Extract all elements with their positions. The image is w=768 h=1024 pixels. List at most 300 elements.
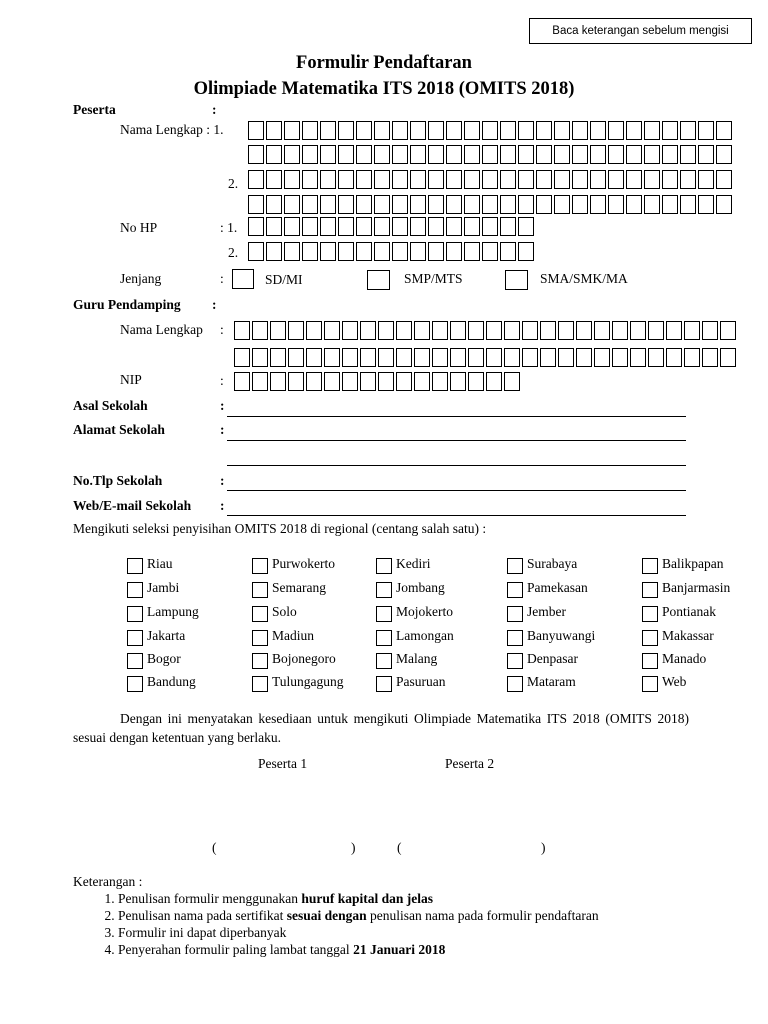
char-cell[interactable] xyxy=(338,121,354,140)
char-cell[interactable] xyxy=(626,121,642,140)
char-cell[interactable] xyxy=(554,170,570,189)
char-cell[interactable] xyxy=(432,372,448,391)
char-cell[interactable] xyxy=(446,242,462,261)
char-cell[interactable] xyxy=(626,195,642,214)
char-cell[interactable] xyxy=(464,217,480,236)
char-cell[interactable] xyxy=(464,121,480,140)
char-cell[interactable] xyxy=(464,195,480,214)
char-cell[interactable] xyxy=(270,372,286,391)
char-cell[interactable] xyxy=(266,121,282,140)
peserta1-nama-row2[interactable] xyxy=(248,145,734,164)
char-cell[interactable] xyxy=(248,217,264,236)
region-label: Semarang xyxy=(272,580,326,595)
region-checkbox-jombang[interactable] xyxy=(376,582,392,598)
char-cell[interactable] xyxy=(284,170,300,189)
signature2-open-paren: ( xyxy=(397,840,402,855)
hp-num1: : 1. xyxy=(220,220,238,235)
jenjang-sma-checkbox[interactable] xyxy=(505,270,528,290)
region-checkbox-riau[interactable] xyxy=(127,558,143,574)
region-checkbox-bogor[interactable] xyxy=(127,653,143,669)
char-cell[interactable] xyxy=(698,195,714,214)
char-cell[interactable] xyxy=(392,217,408,236)
char-cell[interactable] xyxy=(450,348,466,367)
char-cell[interactable] xyxy=(680,195,696,214)
guru-nama-row2[interactable] xyxy=(234,348,738,367)
asal-colon: : xyxy=(220,398,225,413)
alamat-sekolah-line1[interactable] xyxy=(227,440,686,441)
char-cell[interactable] xyxy=(666,321,682,340)
region-checkbox-tulungagung[interactable] xyxy=(252,676,268,692)
char-cell[interactable] xyxy=(410,242,426,261)
char-cell[interactable] xyxy=(644,121,660,140)
char-cell[interactable] xyxy=(248,121,264,140)
char-cell[interactable] xyxy=(414,348,430,367)
char-cell[interactable] xyxy=(518,217,534,236)
char-cell[interactable] xyxy=(446,121,462,140)
char-cell[interactable] xyxy=(446,217,462,236)
char-cell[interactable] xyxy=(374,121,390,140)
keterangan-item: 2. Penulisan nama pada sertifikat sesuai dengan penulisan nama pada formulir pendaftaran xyxy=(118,907,599,924)
char-cell[interactable] xyxy=(518,242,534,261)
char-cell[interactable] xyxy=(644,145,660,164)
char-cell[interactable] xyxy=(392,242,408,261)
signature1-open-paren: ( xyxy=(212,840,217,855)
char-cell[interactable] xyxy=(558,321,574,340)
char-cell[interactable] xyxy=(266,195,282,214)
char-cell[interactable] xyxy=(252,321,268,340)
keterangan-section xyxy=(73,873,599,958)
char-cell[interactable] xyxy=(482,170,498,189)
char-cell[interactable] xyxy=(306,321,322,340)
char-cell[interactable] xyxy=(252,348,268,367)
char-cell[interactable] xyxy=(252,372,268,391)
char-cell[interactable] xyxy=(500,242,516,261)
char-cell[interactable] xyxy=(396,321,412,340)
char-cell[interactable] xyxy=(410,121,426,140)
char-cell[interactable] xyxy=(410,195,426,214)
char-cell[interactable] xyxy=(320,121,336,140)
char-cell[interactable] xyxy=(266,170,282,189)
char-cell[interactable] xyxy=(302,195,318,214)
char-cell[interactable] xyxy=(414,321,430,340)
char-cell[interactable] xyxy=(612,348,628,367)
region-label: Bandung xyxy=(147,674,196,689)
char-cell[interactable] xyxy=(608,121,624,140)
char-cell[interactable] xyxy=(284,121,300,140)
char-cell[interactable] xyxy=(684,321,700,340)
char-cell[interactable] xyxy=(338,195,354,214)
web-colon: : xyxy=(220,498,225,513)
char-cell[interactable] xyxy=(536,195,552,214)
char-cell[interactable] xyxy=(500,121,516,140)
char-cell[interactable] xyxy=(288,348,304,367)
region-checkbox-kediri[interactable] xyxy=(376,558,392,574)
region-label: Jember xyxy=(527,604,566,619)
peserta-colon: : xyxy=(212,102,217,117)
alamat-sekolah-line2[interactable] xyxy=(227,465,686,466)
region-checkbox-denpasar[interactable] xyxy=(507,653,523,669)
guru-colon: : xyxy=(212,297,217,312)
char-cell[interactable] xyxy=(428,121,444,140)
char-cell[interactable] xyxy=(392,195,408,214)
char-cell[interactable] xyxy=(428,217,444,236)
char-cell[interactable] xyxy=(558,348,574,367)
char-cell[interactable] xyxy=(396,348,412,367)
char-cell[interactable] xyxy=(648,321,664,340)
char-cell[interactable] xyxy=(702,348,718,367)
char-cell[interactable] xyxy=(608,170,624,189)
jenjang-sd-label: SD/MI xyxy=(265,272,303,287)
region-checkbox-pamekasan[interactable] xyxy=(507,582,523,598)
char-cell[interactable] xyxy=(500,145,516,164)
char-cell[interactable] xyxy=(500,195,516,214)
char-cell[interactable] xyxy=(378,348,394,367)
notice-text: Baca keterangan sebelum mengisi xyxy=(552,25,729,37)
char-cell[interactable] xyxy=(338,170,354,189)
form-title: Formulir Pendaftaran xyxy=(296,53,472,73)
char-cell[interactable] xyxy=(410,145,426,164)
char-cell[interactable] xyxy=(644,195,660,214)
region-label: Banjarmasin xyxy=(662,580,731,595)
region-checkbox-pontianak[interactable] xyxy=(642,606,658,622)
char-cell[interactable] xyxy=(504,321,520,340)
char-cell[interactable] xyxy=(266,217,282,236)
char-cell[interactable] xyxy=(428,145,444,164)
char-cell[interactable] xyxy=(680,170,696,189)
char-cell[interactable] xyxy=(374,145,390,164)
char-cell[interactable] xyxy=(288,372,304,391)
region-checkbox-makassar[interactable] xyxy=(642,630,658,646)
char-cell[interactable] xyxy=(338,242,354,261)
char-cell[interactable] xyxy=(518,170,534,189)
char-cell[interactable] xyxy=(576,348,592,367)
char-cell[interactable] xyxy=(302,121,318,140)
char-cell[interactable] xyxy=(630,321,646,340)
char-cell[interactable] xyxy=(392,145,408,164)
char-cell[interactable] xyxy=(554,121,570,140)
char-cell[interactable] xyxy=(446,195,462,214)
char-cell[interactable] xyxy=(698,121,714,140)
char-cell[interactable] xyxy=(306,372,322,391)
nip-label: NIP xyxy=(120,372,142,387)
region-checkbox-surabaya[interactable] xyxy=(507,558,523,574)
char-cell[interactable] xyxy=(482,217,498,236)
nip-cells[interactable] xyxy=(234,372,522,391)
char-cell[interactable] xyxy=(234,372,250,391)
char-cell[interactable] xyxy=(320,242,336,261)
char-cell[interactable] xyxy=(662,145,678,164)
char-cell[interactable] xyxy=(608,145,624,164)
asal-sekolah-line[interactable] xyxy=(227,416,686,417)
region-checkbox-lamongan[interactable] xyxy=(376,630,392,646)
peserta2-nama-row1[interactable] xyxy=(248,170,734,189)
char-cell[interactable] xyxy=(590,121,606,140)
char-cell[interactable] xyxy=(428,195,444,214)
char-cell[interactable] xyxy=(594,348,610,367)
char-cell[interactable] xyxy=(702,321,718,340)
char-cell[interactable] xyxy=(284,145,300,164)
char-cell[interactable] xyxy=(482,145,498,164)
char-cell[interactable] xyxy=(612,321,628,340)
char-cell[interactable] xyxy=(446,170,462,189)
char-cell[interactable] xyxy=(360,372,376,391)
region-checkbox-bojonegoro[interactable] xyxy=(252,653,268,669)
char-cell[interactable] xyxy=(378,372,394,391)
char-cell[interactable] xyxy=(662,195,678,214)
char-cell[interactable] xyxy=(572,121,588,140)
alamat-sekolah-label: Alamat Sekolah xyxy=(73,422,165,437)
char-cell[interactable] xyxy=(320,195,336,214)
web-sekolah-line[interactable] xyxy=(227,515,686,516)
char-cell[interactable] xyxy=(482,195,498,214)
region-label: Banyuwangi xyxy=(527,628,596,643)
char-cell[interactable] xyxy=(270,348,286,367)
char-cell[interactable] xyxy=(446,145,462,164)
char-cell[interactable] xyxy=(500,170,516,189)
char-cell[interactable] xyxy=(464,145,480,164)
char-cell[interactable] xyxy=(356,195,372,214)
region-checkbox-purwokerto[interactable] xyxy=(252,558,268,574)
char-cell[interactable] xyxy=(342,372,358,391)
peserta-label: Peserta xyxy=(73,102,116,117)
char-cell[interactable] xyxy=(554,195,570,214)
char-cell[interactable] xyxy=(378,321,394,340)
char-cell[interactable] xyxy=(536,145,552,164)
char-cell[interactable] xyxy=(536,170,552,189)
char-cell[interactable] xyxy=(716,121,732,140)
char-cell[interactable] xyxy=(518,121,534,140)
hp1-cells[interactable] xyxy=(248,217,536,236)
char-cell[interactable] xyxy=(464,170,480,189)
region-checkbox-web[interactable] xyxy=(642,676,658,692)
char-cell[interactable] xyxy=(338,145,354,164)
guru-nama-row1[interactable] xyxy=(234,321,738,340)
char-cell[interactable] xyxy=(518,195,534,214)
char-cell[interactable] xyxy=(698,145,714,164)
char-cell[interactable] xyxy=(324,321,340,340)
char-cell[interactable] xyxy=(392,121,408,140)
char-cell[interactable] xyxy=(576,321,592,340)
char-cell[interactable] xyxy=(486,372,502,391)
region-checkbox-mataram[interactable] xyxy=(507,676,523,692)
char-cell[interactable] xyxy=(464,242,480,261)
char-cell[interactable] xyxy=(374,195,390,214)
web-sekolah-label: Web/E-mail Sekolah xyxy=(73,498,192,513)
char-cell[interactable] xyxy=(468,372,484,391)
char-cell[interactable] xyxy=(248,195,264,214)
region-label: Mojokerto xyxy=(396,604,453,619)
char-cell[interactable] xyxy=(504,372,520,391)
region-label: Jombang xyxy=(396,580,445,595)
char-cell[interactable] xyxy=(504,348,520,367)
region-checkbox-madiun[interactable] xyxy=(252,630,268,646)
char-cell[interactable] xyxy=(234,348,250,367)
char-cell[interactable] xyxy=(720,321,736,340)
char-cell[interactable] xyxy=(680,145,696,164)
char-cell[interactable] xyxy=(590,170,606,189)
char-cell[interactable] xyxy=(540,321,556,340)
peserta1-nama-row1[interactable] xyxy=(248,121,734,140)
char-cell[interactable] xyxy=(522,348,538,367)
char-cell[interactable] xyxy=(414,372,430,391)
char-cell[interactable] xyxy=(608,195,624,214)
tlp-sekolah-line[interactable] xyxy=(227,490,686,491)
keterangan-item: 3. Formulir ini dapat diperbanyak xyxy=(118,924,599,941)
signature-peserta2-label: Peserta 2 xyxy=(445,756,495,771)
region-checkbox-balikpapan[interactable] xyxy=(642,558,658,574)
char-cell[interactable] xyxy=(320,217,336,236)
char-cell[interactable] xyxy=(302,170,318,189)
char-cell[interactable] xyxy=(450,372,466,391)
char-cell[interactable] xyxy=(248,145,264,164)
region-checkbox-malang[interactable] xyxy=(376,653,392,669)
guru-label: Guru Pendamping xyxy=(73,297,181,312)
char-cell[interactable] xyxy=(572,195,588,214)
char-cell[interactable] xyxy=(266,145,282,164)
char-cell[interactable] xyxy=(360,348,376,367)
char-cell[interactable] xyxy=(572,170,588,189)
region-label: Tulungagung xyxy=(272,674,344,689)
char-cell[interactable] xyxy=(644,170,660,189)
char-cell[interactable] xyxy=(540,348,556,367)
char-cell[interactable] xyxy=(626,145,642,164)
char-cell[interactable] xyxy=(500,217,516,236)
char-cell[interactable] xyxy=(432,348,448,367)
region-checkbox-pasuruan[interactable] xyxy=(376,676,392,692)
region-checkbox-jambi[interactable] xyxy=(127,582,143,598)
statement-text: Dengan ini menyatakan kesediaan untuk mengikuti Olimpiade Matematika ITS 2018 (OMITS 2018) sesuai dengan ketentuan yang berlaku. xyxy=(73,711,689,745)
char-cell[interactable] xyxy=(666,348,682,367)
char-cell[interactable] xyxy=(356,121,372,140)
char-cell[interactable] xyxy=(468,348,484,367)
region-checkbox-jember[interactable] xyxy=(507,606,523,622)
region-checkbox-semarang[interactable] xyxy=(252,582,268,598)
char-cell[interactable] xyxy=(248,170,264,189)
char-cell[interactable] xyxy=(698,170,714,189)
char-cell[interactable] xyxy=(590,145,606,164)
jenjang-colon: : xyxy=(220,271,224,286)
region-label: Bogor xyxy=(147,651,181,666)
char-cell[interactable] xyxy=(320,145,336,164)
region-label: Pontianak xyxy=(662,604,716,619)
signature1-close-paren: ) xyxy=(351,840,356,855)
char-cell[interactable] xyxy=(720,348,736,367)
char-cell[interactable] xyxy=(572,145,588,164)
char-cell[interactable] xyxy=(266,242,282,261)
char-cell[interactable] xyxy=(234,321,250,340)
region-label: Manado xyxy=(662,651,707,666)
char-cell[interactable] xyxy=(716,170,732,189)
char-cell[interactable] xyxy=(716,195,732,214)
region-checkbox-banyuwangi[interactable] xyxy=(507,630,523,646)
char-cell[interactable] xyxy=(324,348,340,367)
char-cell[interactable] xyxy=(302,217,318,236)
char-cell[interactable] xyxy=(356,217,372,236)
char-cell[interactable] xyxy=(396,372,412,391)
region-checkbox-bandung[interactable] xyxy=(127,676,143,692)
char-cell[interactable] xyxy=(284,217,300,236)
region-label: Purwokerto xyxy=(272,556,335,571)
peserta2-nama-row2[interactable] xyxy=(248,195,734,214)
char-cell[interactable] xyxy=(356,242,372,261)
char-cell[interactable] xyxy=(284,195,300,214)
region-checkbox-solo[interactable] xyxy=(252,606,268,622)
char-cell[interactable] xyxy=(374,217,390,236)
jenjang-label: Jenjang xyxy=(120,271,162,286)
char-cell[interactable] xyxy=(432,321,448,340)
char-cell[interactable] xyxy=(662,121,678,140)
region-checkbox-lampung[interactable] xyxy=(127,606,143,622)
region-checkbox-banjarmasin[interactable] xyxy=(642,582,658,598)
char-cell[interactable] xyxy=(302,145,318,164)
char-cell[interactable] xyxy=(482,121,498,140)
char-cell[interactable] xyxy=(486,321,502,340)
char-cell[interactable] xyxy=(356,170,372,189)
char-cell[interactable] xyxy=(590,195,606,214)
char-cell[interactable] xyxy=(522,321,538,340)
char-cell[interactable] xyxy=(630,348,646,367)
char-cell[interactable] xyxy=(428,242,444,261)
jenjang-sd-checkbox[interactable] xyxy=(232,269,254,289)
region-label: Denpasar xyxy=(527,651,578,666)
char-cell[interactable] xyxy=(680,121,696,140)
char-cell[interactable] xyxy=(270,321,286,340)
char-cell[interactable] xyxy=(356,145,372,164)
char-cell[interactable] xyxy=(684,348,700,367)
char-cell[interactable] xyxy=(626,170,642,189)
char-cell[interactable] xyxy=(450,321,466,340)
char-cell[interactable] xyxy=(306,348,322,367)
char-cell[interactable] xyxy=(320,170,336,189)
char-cell[interactable] xyxy=(468,321,484,340)
char-cell[interactable] xyxy=(482,242,498,261)
char-cell[interactable] xyxy=(518,145,534,164)
peserta-nama-label: Nama Lengkap : 1. xyxy=(120,122,224,137)
region-checkbox-mojokerto[interactable] xyxy=(376,606,392,622)
char-cell[interactable] xyxy=(410,217,426,236)
char-cell[interactable] xyxy=(554,145,570,164)
char-cell[interactable] xyxy=(374,242,390,261)
alamat-colon: : xyxy=(220,422,225,437)
char-cell[interactable] xyxy=(428,170,444,189)
char-cell[interactable] xyxy=(284,242,300,261)
region-label: Jambi xyxy=(147,580,180,595)
jenjang-smp-checkbox[interactable] xyxy=(367,270,390,290)
char-cell[interactable] xyxy=(662,170,678,189)
region-checkbox-manado[interactable] xyxy=(642,653,658,669)
char-cell[interactable] xyxy=(392,170,408,189)
char-cell[interactable] xyxy=(410,170,426,189)
char-cell[interactable] xyxy=(342,321,358,340)
char-cell[interactable] xyxy=(374,170,390,189)
region-checkbox-jakarta[interactable] xyxy=(127,630,143,646)
char-cell[interactable] xyxy=(324,372,340,391)
char-cell[interactable] xyxy=(360,321,376,340)
char-cell[interactable] xyxy=(648,348,664,367)
signature2-close-paren: ) xyxy=(541,840,546,855)
char-cell[interactable] xyxy=(536,121,552,140)
char-cell[interactable] xyxy=(342,348,358,367)
char-cell[interactable] xyxy=(302,242,318,261)
region-label: Kediri xyxy=(396,556,431,571)
char-cell[interactable] xyxy=(716,145,732,164)
char-cell[interactable] xyxy=(288,321,304,340)
char-cell[interactable] xyxy=(338,217,354,236)
char-cell[interactable] xyxy=(248,242,264,261)
char-cell[interactable] xyxy=(486,348,502,367)
char-cell[interactable] xyxy=(594,321,610,340)
hp2-cells[interactable] xyxy=(248,242,536,261)
